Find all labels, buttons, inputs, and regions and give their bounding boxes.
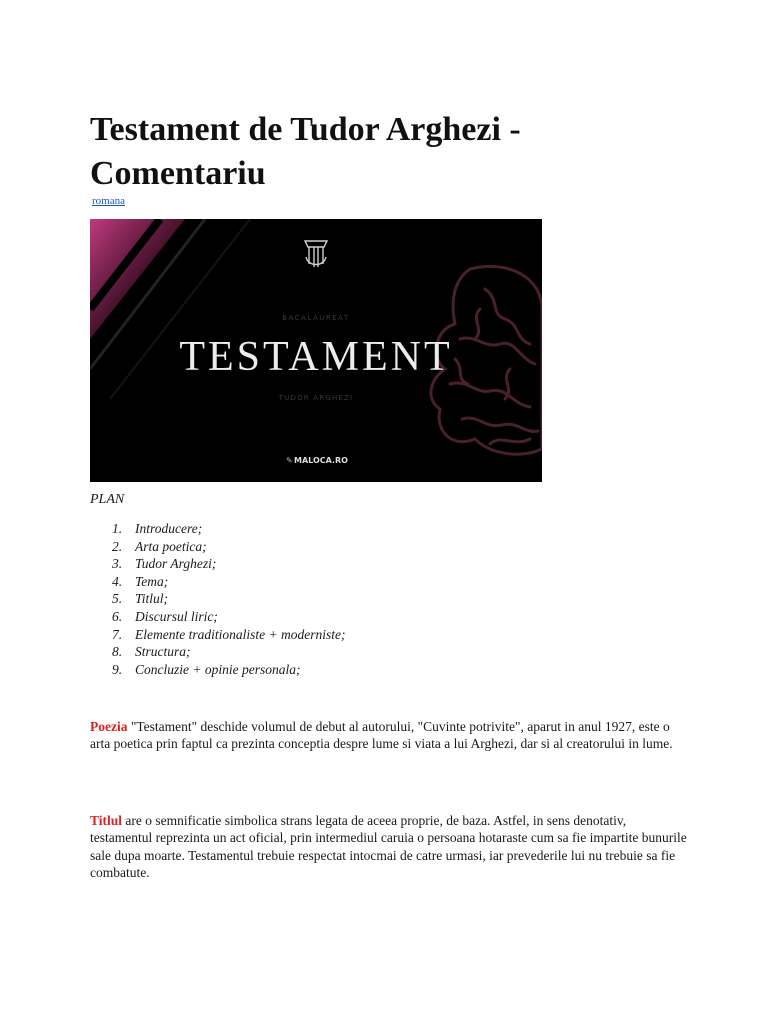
paragraph-lead: Titlul <box>90 813 123 828</box>
plan-heading: PLAN <box>90 492 125 507</box>
hero-small-bottom: TUDOR ARGHEZI <box>278 394 354 402</box>
list-item <box>90 573 345 591</box>
list-number: 1. <box>112 521 123 536</box>
paragraph-intro <box>90 718 690 753</box>
list-item-label: Tema; <box>135 573 169 589</box>
paragraph-lead: Poezia <box>90 719 128 734</box>
list-number: 8. <box>112 644 123 660</box>
hero-image <box>90 219 542 482</box>
list-item <box>90 643 345 661</box>
hero-brand: MALOCA.RO <box>294 456 348 465</box>
list-item-label: Structura; <box>135 644 191 660</box>
list-item <box>90 608 345 626</box>
list-number: 9. <box>112 661 123 677</box>
list-item <box>90 538 345 556</box>
list-number: 7. <box>112 626 123 642</box>
hero-main-word: TESTAMENT <box>179 334 453 380</box>
list-item <box>90 661 345 679</box>
list-number: 2. <box>112 538 123 554</box>
list-item-label: Tudor Arghezi; <box>135 556 217 572</box>
paragraph-text: "Testament" deschide volumul de debut al autorului, "Cuvinte potrivite", aparut in anul 1927, este o arta poetica prin faptul ca prezinta conceptia despre lume si viata a lui Arghezi, dar si al creatorului in lume. <box>90 719 673 752</box>
page-title: Testament de Tudor Arghezi - Comentariu <box>90 111 521 192</box>
list-item-label: Titlul; <box>135 591 169 607</box>
list-item <box>90 590 345 608</box>
list-item-label: Introducere; <box>135 521 203 536</box>
hero-small-top: BACALAUREAT <box>282 314 350 322</box>
list-number: 5. <box>112 591 123 607</box>
hero-graphic <box>90 219 542 482</box>
paragraph-text: are o semnificatie simbolica strans legata de aceea proprie, de baza. Astfel, in sens denotativ, testamentul reprezinta un act oficial, prin intermediul caruia o persoana hotaraste cum sa fie impartite bunurile sale dupa moarte. Testamentul trebuie respectat intocmai de catre urmasi, iar prevederile lui nu trebuie sa fie combatute. <box>90 813 687 881</box>
list-item-label: Arta poetica; <box>135 538 207 554</box>
list-item-label: Elemente traditionaliste + moderniste; <box>135 626 346 642</box>
list-item <box>90 520 345 538</box>
list-item-label: Discursul liric; <box>135 608 218 624</box>
category-link[interactable]: romana <box>92 195 125 207</box>
list-number: 4. <box>112 573 123 589</box>
list-number: 3. <box>112 556 123 572</box>
plan-list <box>90 520 345 678</box>
list-item-label: Concluzie + opinie personala; <box>135 661 301 677</box>
list-number: 6. <box>112 608 123 624</box>
list-item <box>90 555 345 573</box>
list-item <box>90 626 345 644</box>
brand-mark-icon: ✎ <box>286 456 293 465</box>
paragraph-title-analysis <box>90 812 690 882</box>
